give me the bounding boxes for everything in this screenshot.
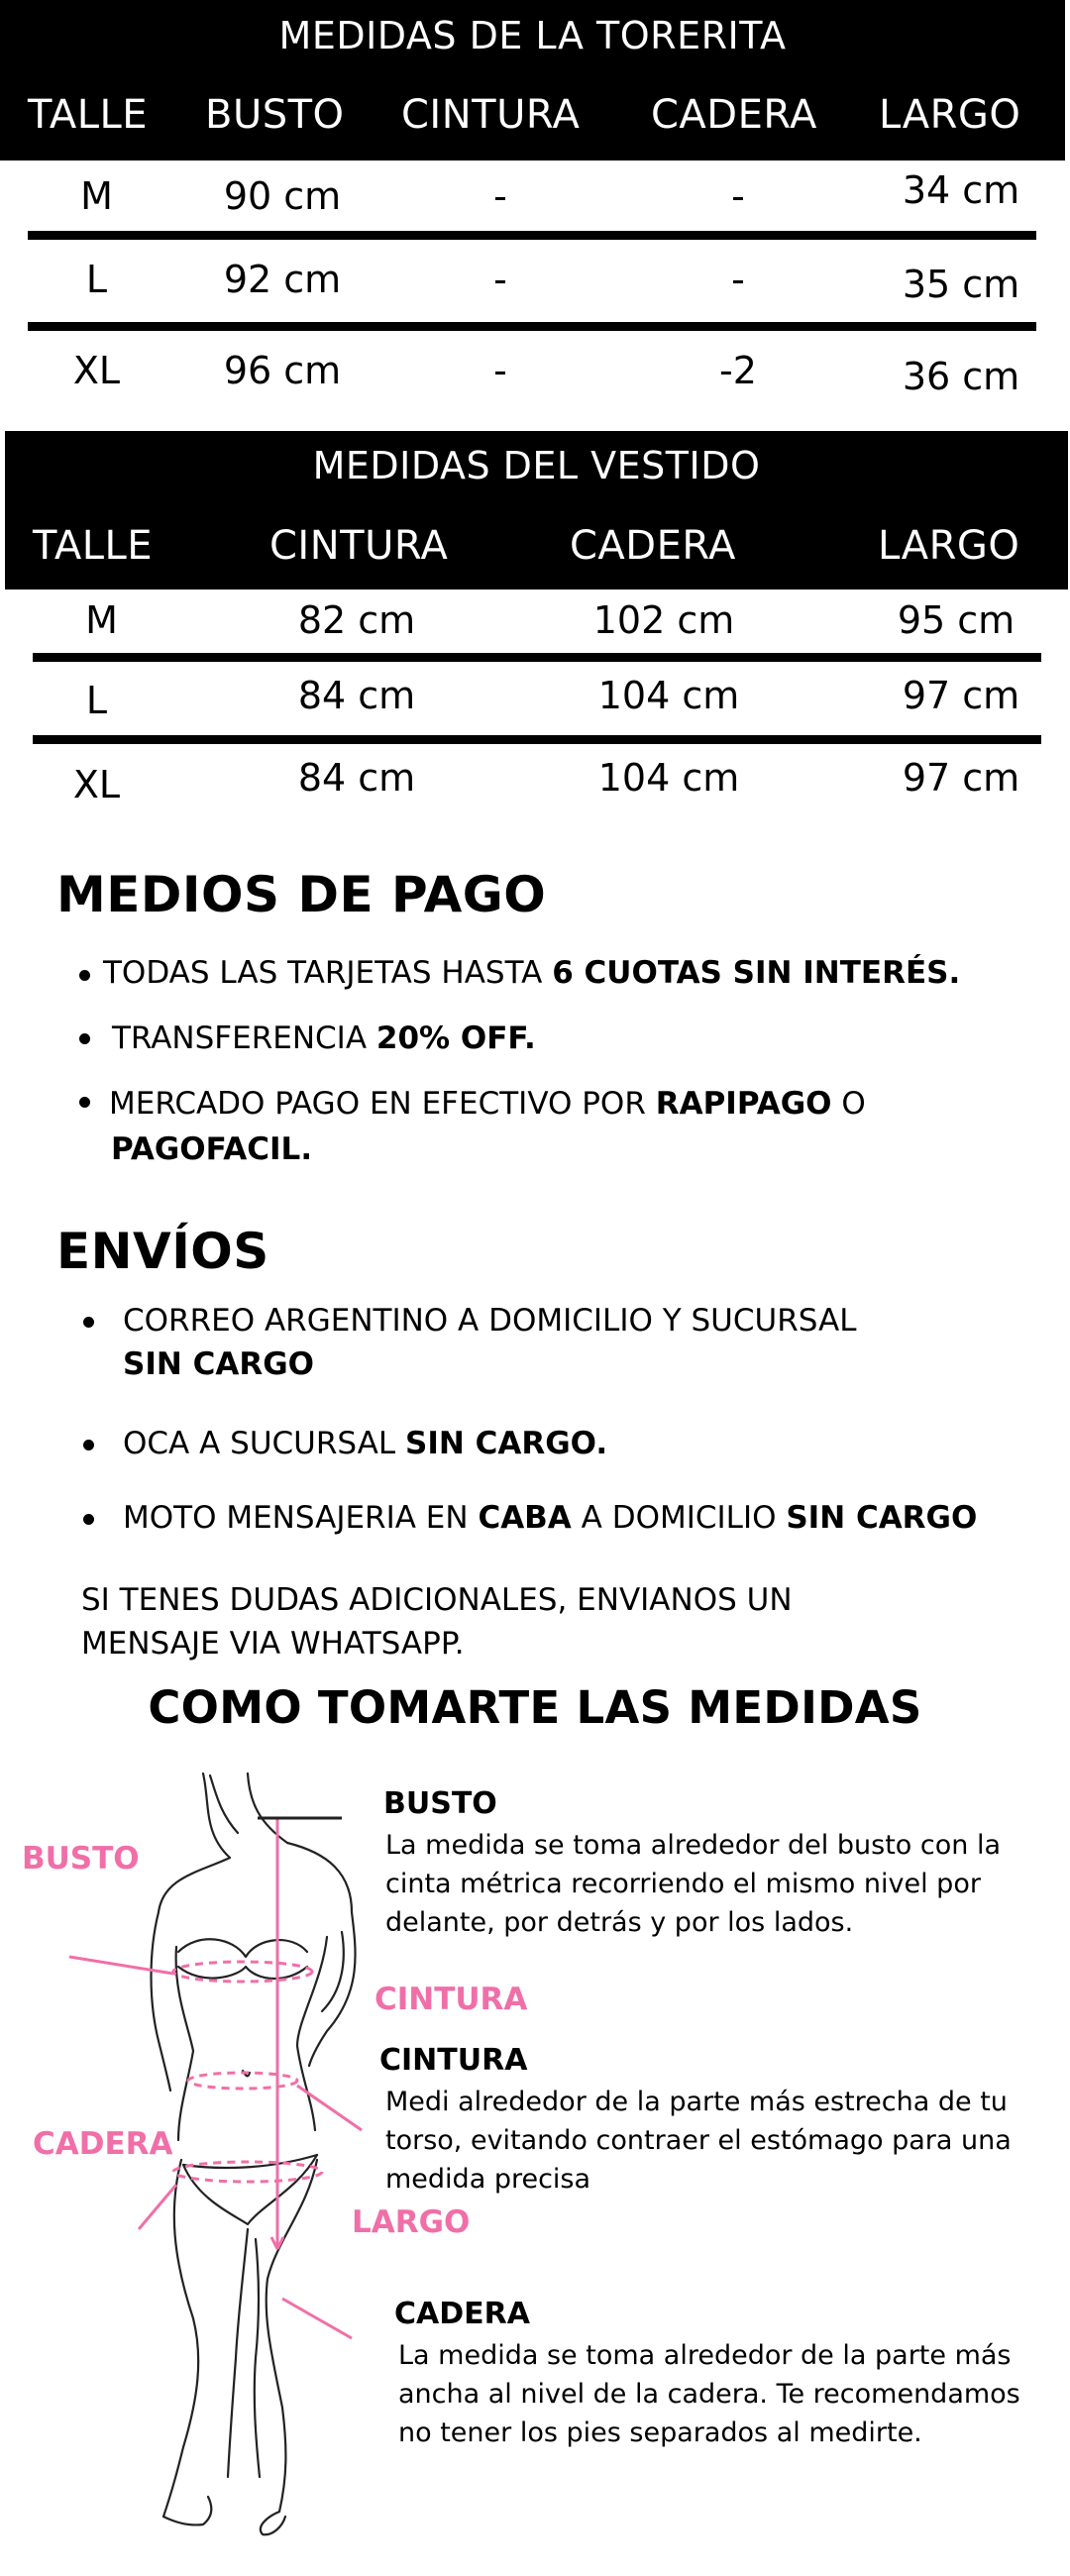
row-divider [33, 735, 1041, 744]
payment-item-transfer [112, 1020, 536, 1056]
busto-title: BUSTO [383, 1786, 497, 1821]
row-divider [28, 322, 1036, 331]
shipping-item-text: A DOMICILIO [571, 1500, 787, 1536]
shipping-item-correo: CORREO ARGENTINO A DOMICILIO Y SUCURSAL [123, 1303, 857, 1339]
cintura-description: Medi alrededor de la parte más estrecha de tu torso, evitando contraer el estómago para una medida precisa [385, 2087, 1012, 2195]
vestido-col-talle: TALLE [33, 523, 154, 569]
torerita-cell: 36 cm [902, 355, 1020, 398]
torerita-title: MEDIDAS DE LA TORERITA [278, 14, 787, 57]
diagram-label-cadera: CADERA [33, 2126, 173, 2162]
torerita-cell: 92 cm [223, 258, 342, 301]
payment-item-mercadopago [109, 1086, 866, 1122]
shipping-item-bold: SIN CARGO. [405, 1426, 608, 1461]
vestido-cell: 95 cm [897, 598, 1016, 642]
shipping-note-line1: SI TENES DUDAS ADICIONALES, ENVIANOS UN [81, 1582, 793, 1618]
torerita-cell: - [493, 258, 507, 301]
payment-item-bold: 6 CUOTAS SIN INTERÉS. [552, 955, 961, 991]
payment-item-text: O [831, 1086, 866, 1122]
shipping-item-text: OCA A SUCURSAL [123, 1426, 405, 1461]
diagram-label-largo: LARGO [352, 2204, 471, 2240]
vestido-cell: 104 cm [597, 674, 740, 717]
vestido-col-largo: LARGO [878, 523, 1020, 569]
vestido-cell: 104 cm [597, 756, 740, 800]
vestido-col-cadera: CADERA [570, 523, 736, 569]
bullet-icon [83, 1440, 94, 1450]
torerita-col-talle: TALLE [28, 92, 149, 138]
diagram-label-busto: BUSTO [22, 1841, 140, 1877]
cadera-description: La medida se toma alrededor de la parte más ancha al nivel de la cadera. Te recomendamos no tener los pies separados al medirte. [398, 2340, 1020, 2448]
payment-item-text: MERCADO PAGO EN EFECTIVO POR [109, 1086, 656, 1122]
vestido-cell: 102 cm [592, 598, 735, 642]
row-divider [28, 231, 1036, 240]
cadera-title: CADERA [394, 2297, 530, 2331]
payment-item-bold: PAGOFACIL. [111, 1131, 313, 1167]
vestido-cell: 84 cm [297, 756, 416, 800]
torerita-cell: XL [72, 349, 121, 392]
torerita-cell: 90 cm [223, 174, 342, 218]
torerita-cell: M [80, 174, 113, 218]
payment-item-text: TODAS LAS TARJETAS HASTA [103, 955, 553, 991]
torerita-cell: - [731, 258, 745, 301]
vestido-cell: 84 cm [297, 674, 416, 717]
howto-title: COMO TOMARTE LAS MEDIDAS [148, 1681, 922, 1734]
payment-item-cards [103, 955, 960, 991]
busto-description: La medida se toma alrededor del busto con la cinta métrica recorriendo el mismo nivel por delante, por detrás y por los lados. [385, 1830, 1001, 1938]
torerita-col-cadera: CADERA [651, 92, 817, 138]
bullet-icon [79, 1033, 90, 1044]
torerita-cell: - [493, 174, 507, 218]
payment-title: MEDIOS DE PAGO [56, 866, 547, 923]
row-divider [33, 653, 1041, 662]
torerita-cell: - [731, 174, 745, 218]
payment-item-bold: 20% OFF. [375, 1020, 536, 1056]
diagram-label-cintura: CINTURA [374, 1982, 528, 2017]
shipping-note-line2: MENSAJE VIA WHATSAPP. [81, 1626, 465, 1662]
torerita-cell: 96 cm [223, 349, 342, 392]
vestido-col-cintura: CINTURA [269, 523, 449, 569]
shipping-item-moto [123, 1500, 977, 1536]
shipping-item-oca [123, 1426, 607, 1461]
payment-item-bold: RAPIPAGO [655, 1086, 832, 1122]
vestido-cell: L [85, 679, 108, 722]
shipping-item-text: MOTO MENSAJERIA EN [123, 1500, 479, 1536]
vestido-cell: XL [72, 763, 121, 806]
payment-item-mercadopago-line2 [111, 1131, 312, 1167]
bullet-icon [83, 1514, 94, 1525]
torerita-cell: L [85, 258, 108, 301]
torerita-cell: 35 cm [902, 263, 1020, 306]
torerita-cell: 34 cm [902, 168, 1020, 212]
shipping-item-bold: CABA [478, 1500, 572, 1536]
shipping-item-correo-line2 [123, 1346, 314, 1382]
bullet-icon [83, 1317, 94, 1328]
torerita-cell: -2 [719, 349, 757, 392]
bullet-icon [79, 970, 90, 981]
bullet-icon [79, 1097, 90, 1108]
vestido-cell: 97 cm [902, 674, 1020, 717]
torerita-col-largo: LARGO [879, 92, 1021, 138]
torerita-col-busto: BUSTO [205, 92, 345, 138]
vestido-cell: 82 cm [297, 598, 416, 642]
shipping-item-bold: SIN CARGO [123, 1346, 315, 1382]
vestido-title: MEDIDAS DEL VESTIDO [312, 444, 761, 487]
shipping-title: ENVÍOS [56, 1223, 269, 1280]
vestido-cell: 97 cm [902, 756, 1020, 800]
torerita-col-cintura: CINTURA [401, 92, 581, 138]
shipping-item-bold: SIN CARGO [786, 1500, 978, 1536]
payment-item-text: TRANSFERENCIA [112, 1020, 376, 1056]
cintura-title: CINTURA [379, 2043, 528, 2078]
torerita-cell: - [493, 349, 507, 392]
vestido-cell: M [85, 598, 118, 642]
